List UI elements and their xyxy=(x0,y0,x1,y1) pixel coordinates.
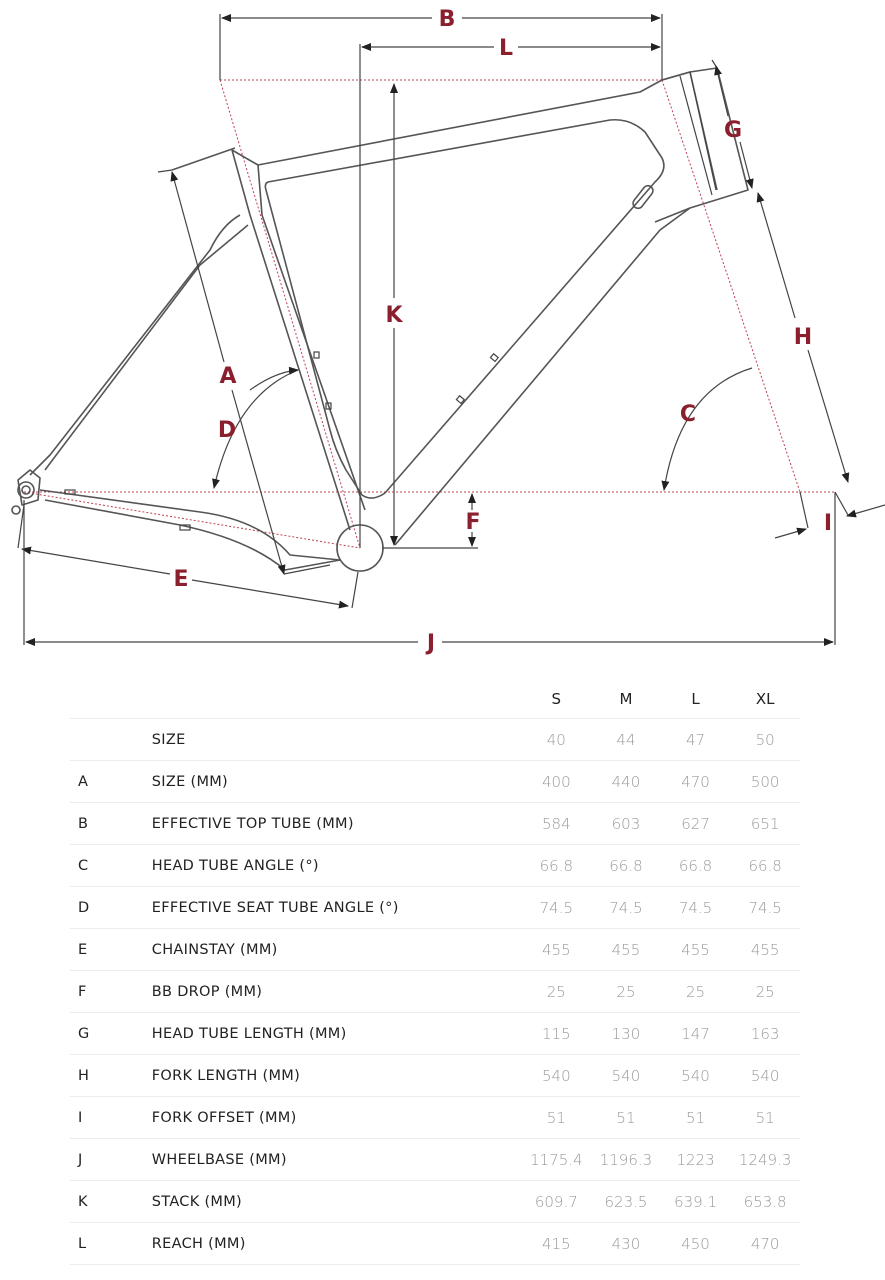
table-row xyxy=(70,1139,800,1181)
dim-label-b: B xyxy=(438,7,456,32)
row-letter: B xyxy=(70,803,152,845)
row-value: 540 xyxy=(521,1055,591,1097)
row-value: 130 xyxy=(591,1013,661,1055)
row-label: CHAINSTAY (MM) xyxy=(152,929,522,971)
column-header-l: L xyxy=(661,680,730,719)
dim-label-k: K xyxy=(385,303,403,328)
row-value: 25 xyxy=(730,971,800,1013)
dim-label-h: H xyxy=(793,325,813,350)
row-label: WHEELBASE (MM) xyxy=(152,1139,522,1181)
row-value: 163 xyxy=(730,1013,800,1055)
row-value: 623.5 xyxy=(591,1181,661,1223)
row-value: 25 xyxy=(661,971,730,1013)
row-label: EFFECTIVE SEAT TUBE ANGLE (°) xyxy=(152,887,522,929)
table-row xyxy=(70,719,800,761)
row-value: 1223 xyxy=(661,1139,730,1181)
row-label: FORK OFFSET (MM) xyxy=(152,1097,522,1139)
dim-label-f: F xyxy=(465,510,481,535)
row-value: 455 xyxy=(591,929,661,971)
row-value: 25 xyxy=(521,971,591,1013)
row-value: 44 xyxy=(591,719,661,761)
column-header-m: M xyxy=(591,680,661,719)
row-letter: A xyxy=(70,761,152,803)
table-row xyxy=(70,971,800,1013)
table-body xyxy=(70,719,800,1265)
row-letter: D xyxy=(70,887,152,929)
header-blank xyxy=(70,680,152,719)
dim-label-e: E xyxy=(173,567,189,592)
row-value: 147 xyxy=(661,1013,730,1055)
row-letter xyxy=(70,719,152,761)
row-value: 47 xyxy=(661,719,730,761)
row-label: STACK (MM) xyxy=(152,1181,522,1223)
row-value: 500 xyxy=(730,761,800,803)
row-value: 627 xyxy=(661,803,730,845)
dim-label-i: I xyxy=(823,511,833,536)
row-value: 66.8 xyxy=(521,845,591,887)
row-value: 653.8 xyxy=(730,1181,800,1223)
geometry-table xyxy=(70,680,800,1265)
dim-label-j: J xyxy=(426,631,436,656)
row-value: 455 xyxy=(730,929,800,971)
row-value: 440 xyxy=(591,761,661,803)
row-value: 66.8 xyxy=(661,845,730,887)
row-value: 1249.3 xyxy=(730,1139,800,1181)
table-row xyxy=(70,1223,800,1265)
row-label: SIZE xyxy=(152,719,522,761)
row-value: 74.5 xyxy=(521,887,591,929)
row-letter: F xyxy=(70,971,152,1013)
row-value: 51 xyxy=(661,1097,730,1139)
row-value: 651 xyxy=(730,803,800,845)
row-letter: E xyxy=(70,929,152,971)
row-value: 415 xyxy=(521,1223,591,1265)
bike-frame xyxy=(12,68,748,571)
row-letter: C xyxy=(70,845,152,887)
row-value: 400 xyxy=(521,761,591,803)
table-row xyxy=(70,1181,800,1223)
row-value: 450 xyxy=(661,1223,730,1265)
table-row xyxy=(70,1055,800,1097)
dim-label-d: D xyxy=(217,418,237,443)
row-value: 540 xyxy=(661,1055,730,1097)
row-label: REACH (MM) xyxy=(152,1223,522,1265)
column-header-s: S xyxy=(521,680,591,719)
row-value: 50 xyxy=(730,719,800,761)
row-value: 609.7 xyxy=(521,1181,591,1223)
row-value: 51 xyxy=(591,1097,661,1139)
row-value: 66.8 xyxy=(730,845,800,887)
row-value: 25 xyxy=(591,971,661,1013)
row-value: 74.5 xyxy=(591,887,661,929)
row-value: 1175.4 xyxy=(521,1139,591,1181)
table-row xyxy=(70,1097,800,1139)
table-row xyxy=(70,929,800,971)
row-value: 74.5 xyxy=(661,887,730,929)
table-row xyxy=(70,761,800,803)
row-label: FORK LENGTH (MM) xyxy=(152,1055,522,1097)
row-value: 455 xyxy=(661,929,730,971)
column-header-xl: XL xyxy=(730,680,800,719)
row-value: 603 xyxy=(591,803,661,845)
row-value: 115 xyxy=(521,1013,591,1055)
table-row xyxy=(70,803,800,845)
dim-label-a: A xyxy=(219,364,237,389)
row-label: HEAD TUBE LENGTH (MM) xyxy=(152,1013,522,1055)
row-value: 540 xyxy=(591,1055,661,1097)
row-letter: I xyxy=(70,1097,152,1139)
row-label: SIZE (MM) xyxy=(152,761,522,803)
row-label: HEAD TUBE ANGLE (°) xyxy=(152,845,522,887)
row-value: 40 xyxy=(521,719,591,761)
table-row xyxy=(70,1013,800,1055)
row-value: 74.5 xyxy=(730,887,800,929)
row-value: 430 xyxy=(591,1223,661,1265)
table-row xyxy=(70,887,800,929)
row-value: 1196.3 xyxy=(591,1139,661,1181)
row-value: 51 xyxy=(521,1097,591,1139)
row-value: 51 xyxy=(730,1097,800,1139)
table-row xyxy=(70,845,800,887)
row-letter: H xyxy=(70,1055,152,1097)
row-letter: G xyxy=(70,1013,152,1055)
row-letter: J xyxy=(70,1139,152,1181)
row-value: 470 xyxy=(730,1223,800,1265)
row-label: BB DROP (MM) xyxy=(152,971,522,1013)
dim-label-l: L xyxy=(498,36,514,61)
table-header-row xyxy=(70,680,800,719)
row-value: 66.8 xyxy=(591,845,661,887)
row-letter: K xyxy=(70,1181,152,1223)
row-letter: L xyxy=(70,1223,152,1265)
row-value: 584 xyxy=(521,803,591,845)
header-blank xyxy=(152,680,522,719)
row-value: 639.1 xyxy=(661,1181,730,1223)
dim-label-g: G xyxy=(723,118,743,143)
row-label: EFFECTIVE TOP TUBE (MM) xyxy=(152,803,522,845)
row-value: 470 xyxy=(661,761,730,803)
dim-label-c: C xyxy=(679,402,697,427)
row-value: 540 xyxy=(730,1055,800,1097)
row-value: 455 xyxy=(521,929,591,971)
reference-lines xyxy=(24,80,835,548)
